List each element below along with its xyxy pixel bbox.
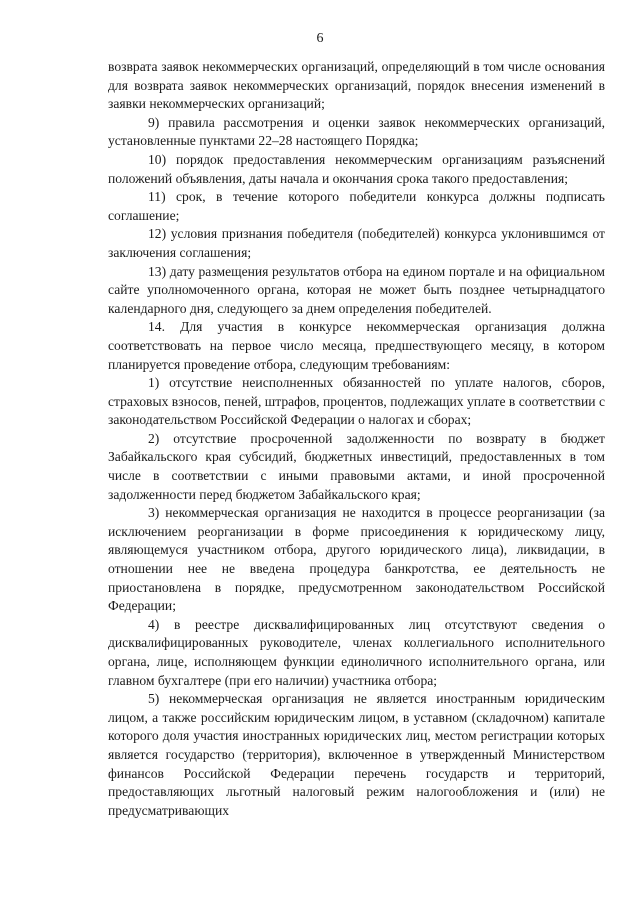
paragraph-requirement-2: 2) отсутствие просроченной задолженности по возврату в бюджет Забайкальского края субсидий, бюджетных инвестиций, предоставленных в том числе в соответствии с иными правовыми актами, и иной просроченной задолженности перед бюджетом Забайкальского края; <box>108 430 605 502</box>
paragraph-requirement-5: 5) некоммерческая организация не является иностранным юридическим лицом, а также российским юридическим лицом, в уставном (складочном) капитале которого доля участия иностранных юридических лиц, местом регистрации которых является государство (территория), включенное в утвержденный Министерством финансов Российской Федерации перечень государств и территорий, предоставляющих льготный налоговый режим налогообложения и (или) не предусматривающих <box>108 691 605 818</box>
paragraph-item-10: 10) порядок предоставления некоммерческим организациям разъяснений положений объявления, даты начала и окончания срока такого предоставления; <box>108 151 605 186</box>
paragraph-requirement-4: 4) в реестре дисквалифицированных лиц отсутствуют сведения о дисквалифицированных руководителе, членах коллегиального исполнительного органа, лице, исполняющем функции единоличного исполнительного органа, или главном бухгалтере (при его наличии) участника отбора; <box>108 616 605 688</box>
paragraph-item-11: 11) срок, в течение которого победители конкурса должны подписать соглашение; <box>108 189 605 223</box>
document-body <box>108 58 605 820</box>
paragraph-continuation: возврата заявок некоммерческих организаций, определяющий в том числе основания для возврата заявок некоммерческих организаций, порядок внесения изменений в заявки некоммерческих организаций; <box>108 59 605 112</box>
page-number: 6 <box>316 31 324 46</box>
paragraph-clause-14: 14. Для участия в конкурсе некоммерческая организация должна соответствовать на первое число месяца, предшествующего месяцу, в котором планируется проведение отбора, следующим требованиям: <box>108 319 605 372</box>
paragraph-item-13: 13) дату размещения результатов отбора на едином портале и на официальном сайте уполномоченного органа, которая не может быть позднее четырнадцатого календарного дня, следующего за днем определения победителей. <box>108 263 605 316</box>
paragraph-requirement-1: 1) отсутствие неисполненных обязанностей по уплате налогов, сборов, страховых взносов, пеней, штрафов, процентов, подлежащих уплате в соответствии с законодательством Российской Федерации о налогах и сборах; <box>108 375 605 428</box>
paragraph-item-12: 12) условия признания победителя (победителей) конкурса уклонившимся от заключения соглашения; <box>108 226 605 260</box>
paragraph-item-9: 9) правила рассмотрения и оценки заявок некоммерческих организаций, установленные пунктами 22–28 настоящего Порядка; <box>108 114 605 149</box>
paragraph-requirement-3: 3) некоммерческая организация не находится в процессе реорганизации (за исключением реорганизации в форме присоединения к юридическому лицу, являющемуся участником отбора, другого юридического лица), ликвидации, в отношении нее не введена процедура банкротства, ее деятельность не приостановлена в порядке, предусмотренном законодательством Российской Федерации; <box>108 505 605 614</box>
